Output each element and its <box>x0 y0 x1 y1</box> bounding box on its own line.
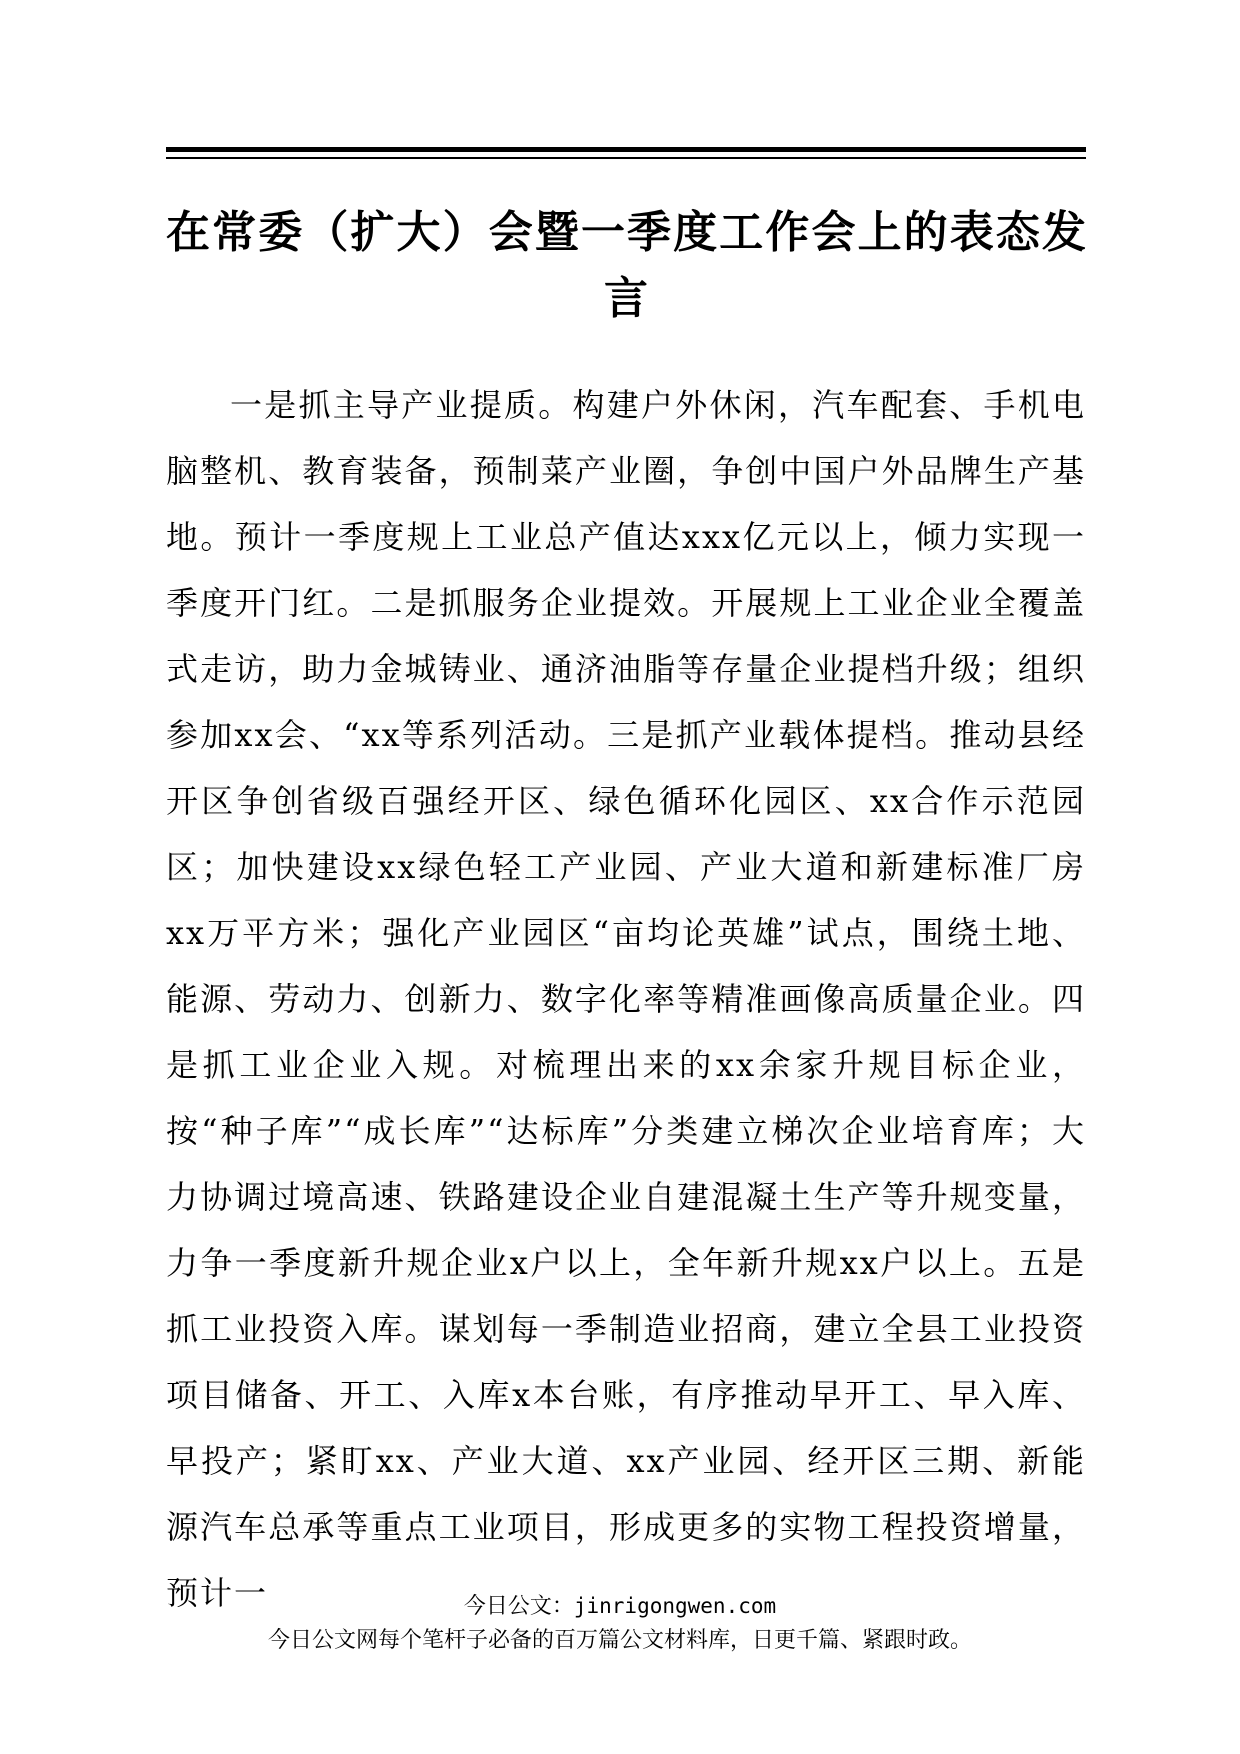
footer-site-label: 今日公文： <box>463 1594 574 1619</box>
document-title: 在常委（扩大）会暨一季度工作会上的表态发言 <box>166 207 1086 324</box>
header-double-rule-thin <box>166 157 1086 159</box>
footer-site-link[interactable]: jinrigongwen.com <box>573 1594 777 1618</box>
footer-slogan: 今日公文网每个笔杆子必备的百万篇公文材料库，日更千篇、紧跟时政。 <box>267 1628 972 1653</box>
header-double-rule-thick <box>166 147 1086 152</box>
document-body: 一是抓主导产业提质。构建户外休闲，汽车配套、手机电脑整机、教育装备，预制菜产业圈，争创中国户外品牌生产基地。预计一季度规上工业总产值达xxx亿元以上，倾力实现一季度开门红。二是抓服务企业提效。开展规上工业企业全覆盖式走访，助力金城铸业、通济油脂等存量企业提档升级；组织参加xx会、“xx等系列活动。三是抓产业载体提档。推动县经开区争创省级百强经开区、绿色循环化园区、xx合作示范园区；加快建设xx绿色轻工产业园、产业大道和新建标准厂房xx万平方米；强化产业园区“亩均论英雄”试点，围绕土地、能源、劳动力、创新力、数字化率等精准画像高质量企业。四是抓工业企业入规。对梳理出来的xx余家升规目标企业，按“种子库”“成长库”“达标库”分类建立梯次企业培育库；大力协调过境高速、铁路建设企业自建混凝土生产等升规变量，力争一季度新升规企业x户以上，全年新升规xx户以上。五是抓工业投资入库。谋划每一季制造业招商，建立全县工业投资项目储备、开工、入库x本台账，有序推动早开工、早入库、早投产；紧盯xx、产业大道、xx产业园、经开区三期、新能源汽车总承等重点工业项目，形成更多的实物工程投资增量，预计一 <box>166 386 1086 1612</box>
footer <box>120 1589 1120 1658</box>
